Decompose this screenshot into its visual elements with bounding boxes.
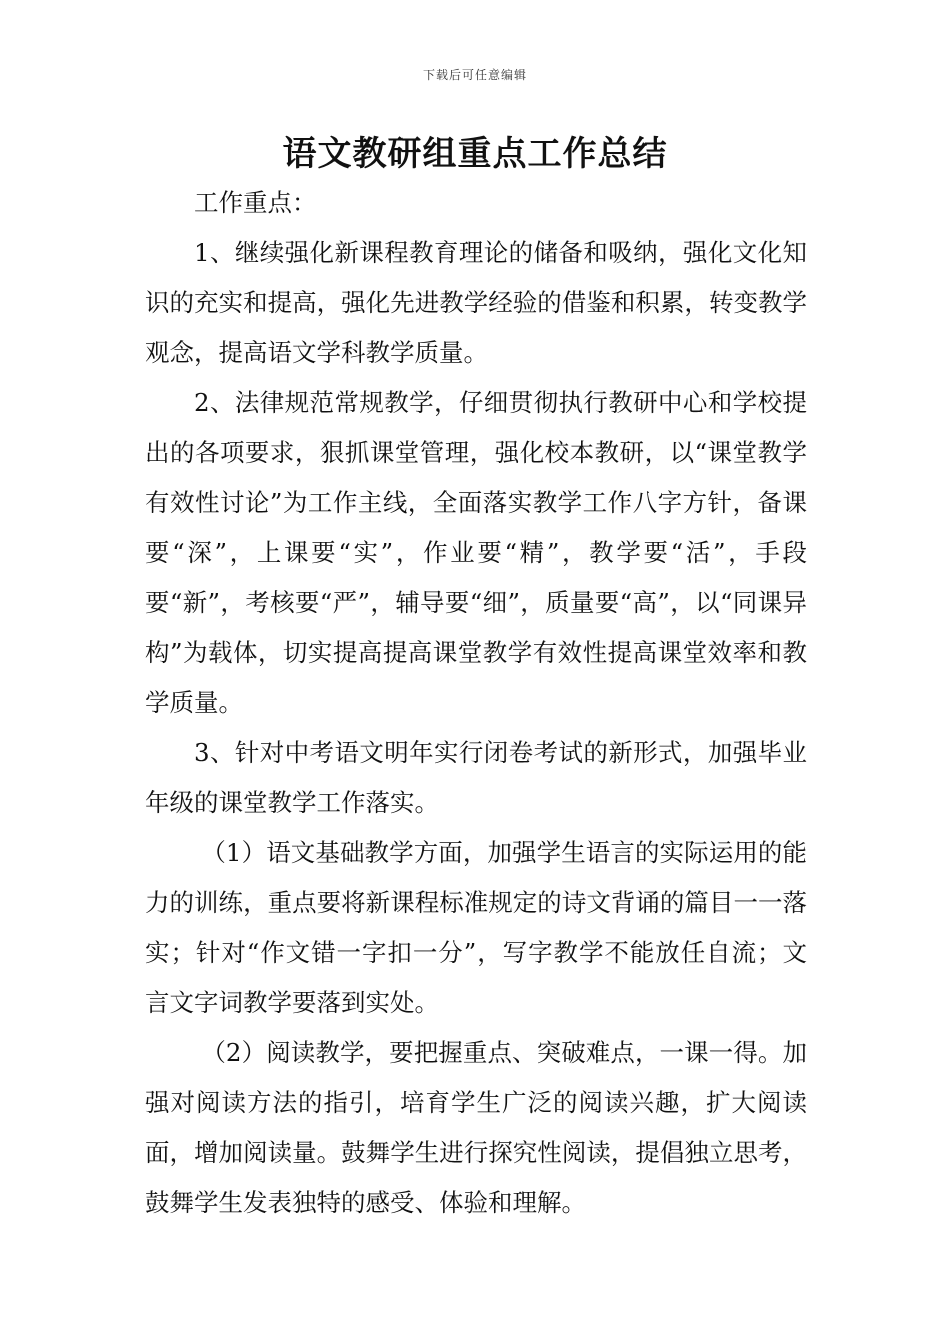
paragraph-subitem-1: （1）语文基础教学方面，加强学生语言的实际运用的能力的训练，重点要将新课程标准规定的诗文背诵的篇目一一落实；针对“作文错一字扣一分”，写字教学不能放任自流；文言文字词教学要落到实处。 [145, 838, 807, 1017]
section-heading: 工作重点： [194, 188, 317, 217]
header-note: 下载后可任意编辑 [422, 68, 527, 82]
paragraph-item-2: 2、法律规范常规教学，仔细贯彻执行教研中心和学校提出的各项要求，狠抓课堂管理，强化校本教研，以“课堂教学有效性讨论”为工作主线，全面落实教学工作八字方针，备课要“深”，上课要“实”，作业要“精”，教学要“活”，手段要“新”，考核要“严”，辅导要“细”，质量要“高”，以“同课异构”为载体，切实提高提高课堂教学有效性提高课堂效率和教学质量。 [145, 388, 807, 717]
document-title: 语文教研组重点工作总结 [282, 134, 668, 174]
paragraph-item-1: 1、继续强化新课程教育理论的储备和吸纳，强化文化知识的充实和提高，强化先进教学经验的借鉴和积累，转变教学观念，提高语文学科教学质量。 [145, 238, 807, 367]
document-body [145, 178, 807, 1228]
paragraph-item-3: 3、针对中考语文明年实行闭卷考试的新形式，加强毕业年级的课堂教学工作落实。 [145, 738, 807, 817]
paragraph-subitem-2: （2）阅读教学，要把握重点、突破难点，一课一得。加强对阅读方法的指引，培育学生广泛的阅读兴趣，扩大阅读面，增加阅读量。鼓舞学生进行探究性阅读，提倡独立思考，鼓舞学生发表独特的感受、体验和理解。 [145, 1038, 807, 1217]
